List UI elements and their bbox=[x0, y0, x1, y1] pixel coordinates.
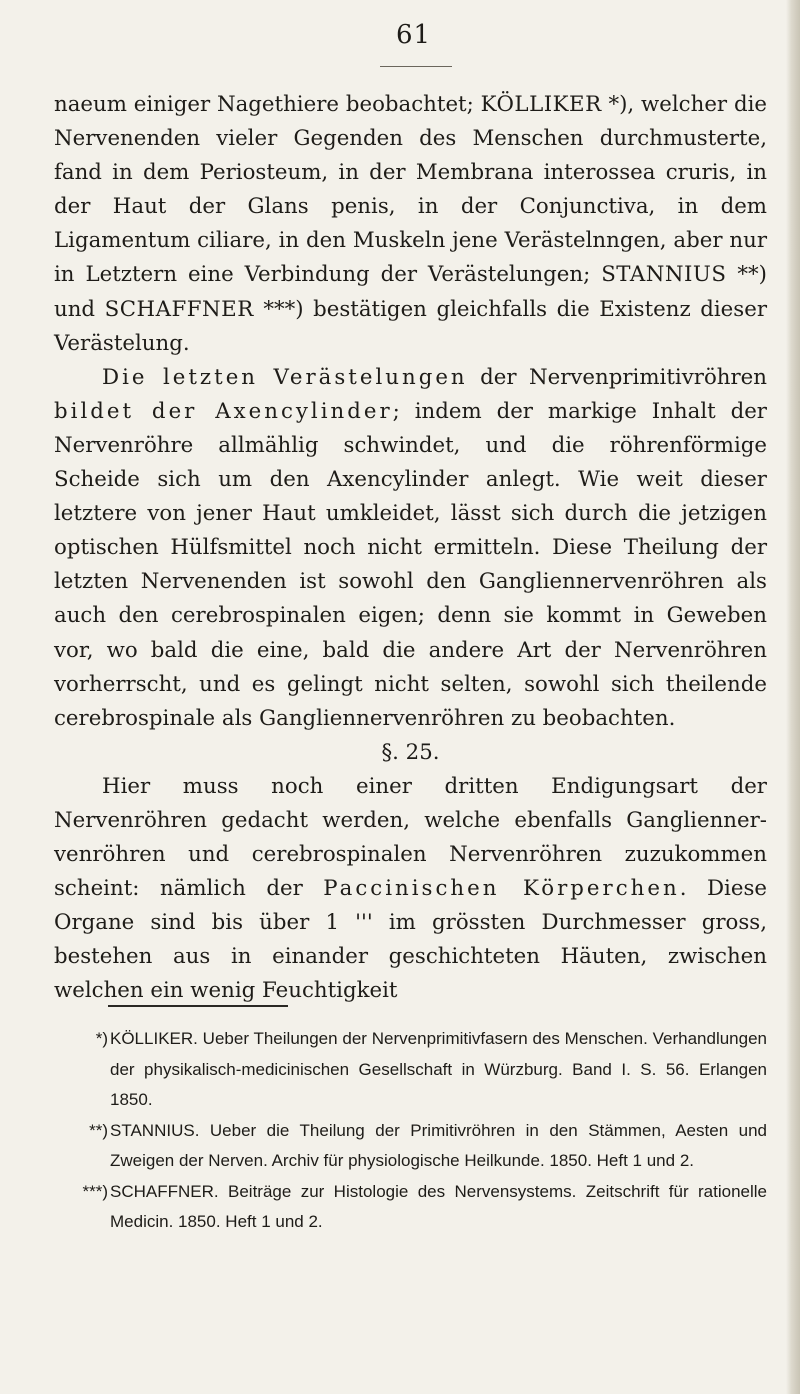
footnote bbox=[54, 1116, 767, 1177]
footnote-rule bbox=[108, 1005, 288, 1007]
page-number-rule bbox=[380, 66, 452, 67]
paragraph-3 bbox=[54, 770, 767, 1009]
main-text bbox=[54, 88, 767, 1009]
footnotes bbox=[54, 1024, 767, 1238]
page-number: 61 bbox=[396, 20, 432, 50]
text-run: ; indem der markige Inhalt der Nervenröhre allmählig schwindet, und die röhrenförmige Scheide sich um den Axencylinder anlegt. Wie weit dieser letztere von jener Haut umkleidet, lässt sich durch die jetzigen optischen Hülfsmittel noch nicht ermitteln. Diese Theilung der letzten Nervenenden ist sowohl den Gangliennervenröhren als auch den cerebrospinalen eigen; denn sie kommt in Geweben vor, wo bald die eine, bald die andere Art der Nervenröhren vorherrscht, und es gelingt nicht selten, sowohl sich theilende cerebrospinale als Gangliennervenröhren zu beobachten. bbox=[54, 398, 767, 731]
author-name: SCHAFFNER bbox=[104, 296, 254, 322]
footnote bbox=[54, 1177, 767, 1238]
footnote-mark: **) bbox=[89, 1120, 108, 1140]
footnote-text: KÖLLIKER. Ueber Theilungen der Nervenprimitivfasern des Menschen. Verhandlungen der physikalisch-medicinischen Gesellschaft in Würzburg. Band I. S. 56. Erlangen 1850. bbox=[110, 1029, 767, 1109]
footnote-mark: *) bbox=[95, 1029, 108, 1048]
text-run: ***) bestätigen gleichfalls die Existenz dieser Verästelung. bbox=[54, 296, 767, 356]
footnote-text: SCHAFFNER. Beiträge zur Histologie des Nervensystems. Zeitschrift für rationelle Medicin. 1850. Heft 1 und 2. bbox=[110, 1181, 767, 1231]
author-name: KÖLLIKER bbox=[480, 92, 602, 117]
section-heading: §. 25. bbox=[381, 739, 440, 765]
text-run: naeum einiger Nagethiere beobachtet; bbox=[54, 92, 481, 117]
author-name: STANNIUS bbox=[601, 262, 727, 288]
text-run: *), welcher die Nervenenden vieler Gegenden des Menschen durchmusterte, fand in dem Periosteum, in der Membrana interossea cruris, in der Haut der Glans penis, in der Conjunctiva, in dem Ligamentum ciliare, in den Muskeln jene Verästelnngen, aber nur in Letztern eine Verbindung der Verästelungen; bbox=[54, 92, 767, 288]
footnote-text: STANNIUS. Ueber die Theilung der Primitivröhren in den Stämmen, Aesten und Zweigen der Nerven. Archiv für physiologische Heilkunde. 1850. Heft 1 und 2. bbox=[110, 1120, 767, 1170]
text-run: . Diese Organe sind bis über 1 ''' im grössten Durchmesser gross, bestehen aus in einander geschichteten Häuten, zwischen welchen ein wenig Feuchtigkeit bbox=[54, 876, 767, 1004]
footnote-mark: ***) bbox=[82, 1181, 108, 1201]
text-run: **) und bbox=[54, 262, 767, 322]
footnote bbox=[54, 1024, 767, 1116]
emphasis-spaced: bildet der Axencylinder bbox=[54, 398, 393, 424]
emphasis-spaced: Die letzten Verästelungen bbox=[102, 364, 468, 390]
paragraph-2 bbox=[54, 361, 767, 736]
paragraph-1 bbox=[54, 88, 767, 361]
text-run: der Nervenprimitivröhren bbox=[467, 364, 767, 390]
page-edge-shadow bbox=[786, 0, 800, 1394]
text-run: Hier muss noch einer dritten Endigungsart der Nervenröhren gedacht werden, welche ebenfalls Gangliennervenröhren und cerebrospinalen Nervenröhren zuzukommen scheint: nämlich der bbox=[54, 773, 767, 902]
emphasis-spaced: Paccinischen Körperchen bbox=[323, 876, 680, 902]
